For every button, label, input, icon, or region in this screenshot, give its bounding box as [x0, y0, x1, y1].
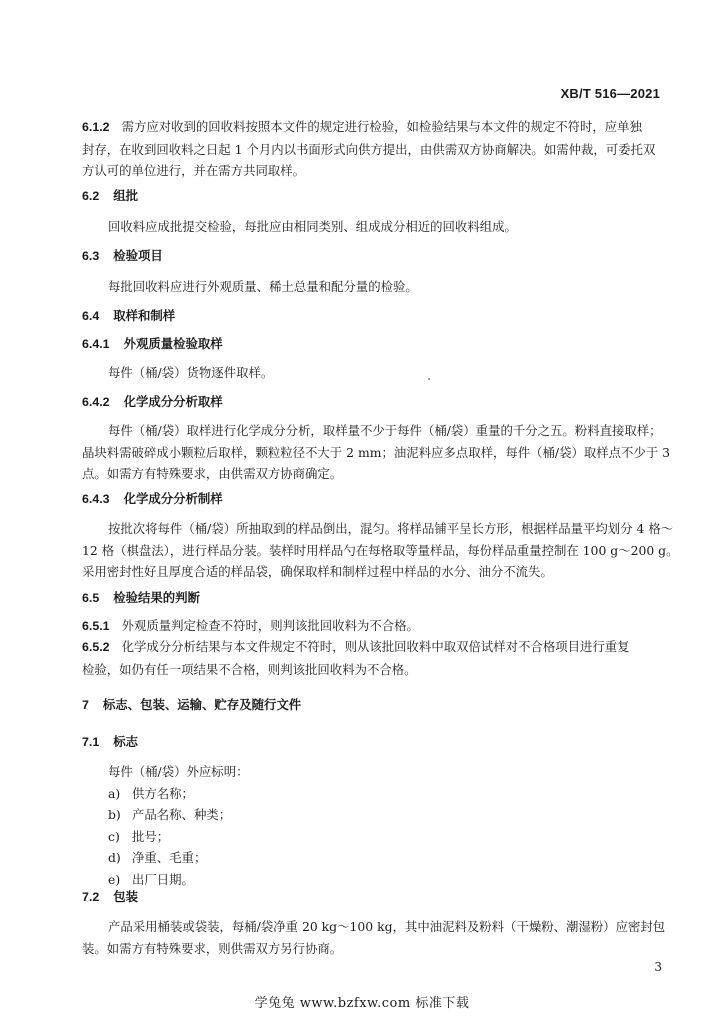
clause-title: 化学成分分析制样 — [123, 491, 223, 506]
clause-number: 6.4.1 — [82, 337, 110, 351]
chapter-7-heading — [82, 694, 662, 717]
clause-6-1-2 — [82, 116, 662, 182]
list-item-label: e) — [108, 871, 121, 887]
list-item — [82, 826, 662, 848]
list-item-text: 净重、毛重； — [132, 850, 207, 865]
list-item — [82, 783, 662, 805]
section-7-2-text — [82, 916, 666, 959]
clause-6-4-3-heading — [82, 488, 662, 511]
section-number: 7.1 — [82, 735, 100, 749]
clause-6-4-2-heading — [82, 391, 662, 414]
list-intro: 每件（桶/袋）外应标明： — [108, 764, 249, 779]
section-line: 装。如需方有特殊要求，则供需双方另行协商。 — [82, 940, 343, 956]
chapter-title: 标志、包装、运输、贮存及随行文件 — [102, 697, 302, 712]
section-number: 6.2 — [82, 189, 100, 203]
list-item-label: d) — [108, 850, 121, 865]
list-item-label: c) — [108, 828, 120, 844]
clause-line: 封存，在收到回收料之日起 1 个月内以书面形式向供方提出，由供需双方协商解决。如需仲裁，可委托双 — [82, 141, 656, 157]
list-item-label: a) — [108, 785, 121, 801]
list-item-text: 批号； — [132, 828, 170, 844]
list-item-text: 供方名称； — [132, 785, 194, 801]
watermark-footer: 学兔兔 www.bzfxw.com 标准下载 — [254, 996, 470, 1011]
section-number: 6.4 — [82, 309, 100, 323]
clause-number: 6.5.1 — [82, 619, 110, 633]
section-number: 7.2 — [82, 890, 100, 904]
clause-title: 化学成分分析取样 — [123, 394, 223, 409]
clause-line: 采用密封性好且厚度合适的样品袋，确保取样和制样过程中样品的水分、油分不流失。 — [82, 564, 553, 579]
list-item-text: 出厂日期。 — [132, 871, 194, 887]
section-7-2-heading — [82, 886, 662, 909]
section-title: 包装 — [113, 889, 139, 904]
section-number: 6.5 — [82, 591, 100, 605]
page-number: 3 — [654, 960, 662, 974]
clause-number: 6.5.2 — [82, 640, 110, 654]
clause-6-5-1 — [82, 615, 662, 638]
list-item — [82, 804, 662, 826]
section-title: 组批 — [113, 188, 139, 203]
chapter-number: 7 — [82, 698, 89, 712]
section-title: 检验结果的判断 — [113, 590, 200, 605]
section-7-1-heading — [82, 731, 662, 754]
clause-line: 点。如需方有特殊要求，由供需双方协商确定。 — [82, 466, 343, 481]
clause-number: 6.4.2 — [82, 395, 110, 409]
clause-6-4-1-text: 每件（桶/袋）货物逐件取样。 — [108, 365, 274, 380]
section-line: 产品采用桶装或袋装，每桶/袋净重 20 kg～100 kg，其中油泥料及粉料（干燥粉、潮湿粉）应密封包 — [108, 919, 666, 934]
clause-line: 方认可的单位进行，并在需方共同取样。 — [82, 163, 306, 178]
clause-title: 外观质量检验取样 — [123, 336, 223, 351]
speck — [428, 378, 430, 380]
clause-6-4-2-text — [82, 420, 671, 485]
clause-line: 化学成分分析结果与本文件规定不符时，则从该批回收料中取双倍试样对不合格项目进行重复 — [121, 639, 630, 654]
clause-line: 按批次将每件（桶/袋）所抽取到的样品倒出，混匀。将样品铺平呈长方形，根据样品量平均划分 4 格～ — [108, 521, 674, 536]
clause-text: 外观质量判定检查不符时，则判该批回收料为不合格。 — [121, 618, 419, 633]
clause-line: 12 格（棋盘法），进行样品分装。装样时用样品勺在每格取等量样品，每份样品重量控制在 100 g～200 g。 — [82, 542, 679, 558]
section-6-2-text: 回收料应成批提交检验，每批应由相同类别、组成成分相近的回收料组成。 — [108, 219, 517, 234]
section-6-4-heading — [82, 305, 662, 328]
marking-list — [82, 761, 662, 890]
list-item — [82, 847, 662, 869]
clause-6-5-2 — [82, 636, 662, 680]
section-6-3-text: 每批回收料应进行外观质量、稀土总量和配分量的检验。 — [108, 279, 418, 294]
section-title: 检验项目 — [113, 248, 163, 263]
section-6-3-heading — [82, 245, 662, 268]
section-title: 标志 — [113, 734, 139, 749]
document-code: XB/T 516—2021 — [560, 86, 660, 101]
section-6-2-heading — [82, 185, 662, 208]
clause-6-4-1-heading — [82, 333, 662, 356]
clause-number: 6.4.3 — [82, 492, 110, 506]
clause-6-4-3-text — [82, 518, 679, 583]
clause-line: 晶块料需破碎成小颗粒后取样，颗粒粒径不大于 2 mm；油泥料应多点取样，每件（桶/袋）取样点不少于 3 — [82, 444, 671, 460]
section-title: 取样和制样 — [113, 308, 176, 323]
clause-line: 需方应对收到的回收料按照本文件的规定进行检验，如检验结果与本文件的规定不符时，应单独 — [121, 119, 642, 134]
clause-number: 6.1.2 — [82, 120, 110, 134]
clause-line: 每件（桶/袋）取样进行化学成分分析，取样量不少于每件（桶/袋）重量的千分之五。粉料直接取样； — [108, 423, 662, 438]
section-number: 6.3 — [82, 249, 100, 263]
list-item-text: 产品名称、种类； — [132, 807, 232, 822]
clause-line: 检验，如仍有任一项结果不合格，则判该批回收料为不合格。 — [82, 661, 417, 677]
list-item-label: b) — [108, 807, 121, 822]
section-6-5-heading — [82, 587, 662, 610]
